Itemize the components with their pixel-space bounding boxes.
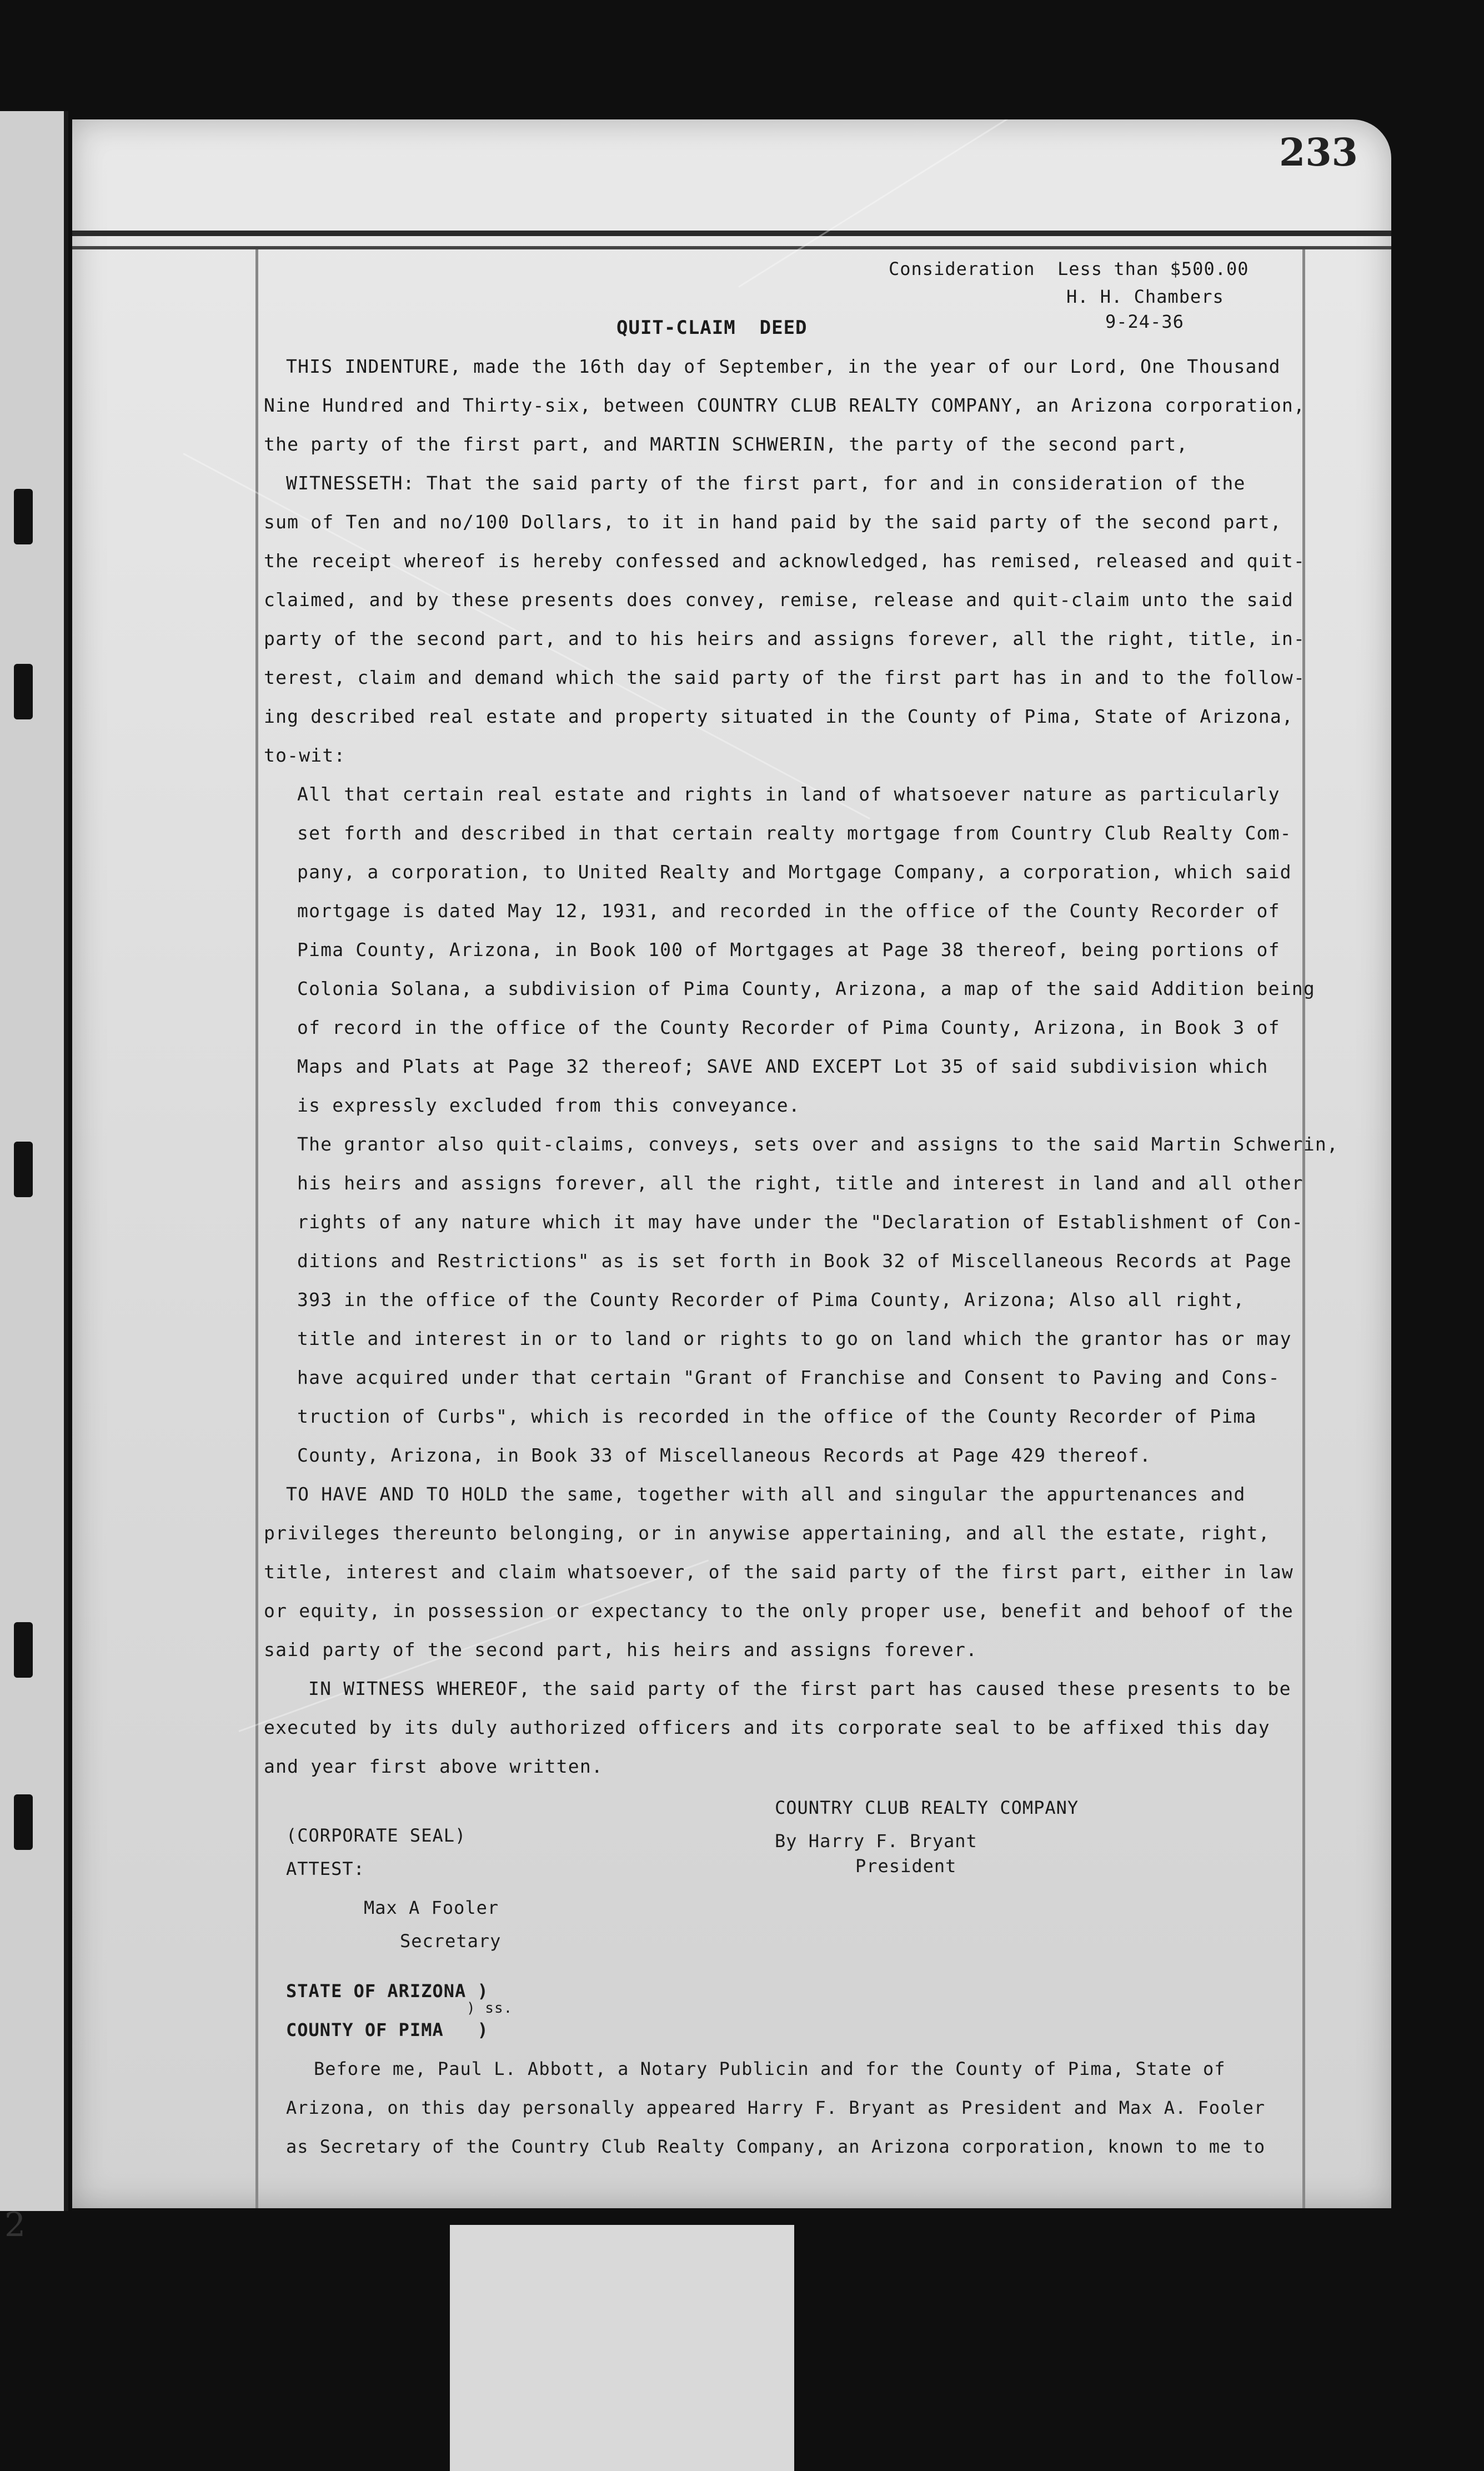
binding-hole xyxy=(14,1142,33,1197)
header-rule xyxy=(72,246,1391,249)
habendum-line: executed by its duly authorized officers and its corporate seal to be affixed this day xyxy=(264,1717,1270,1738)
venue-state: STATE OF ARIZONA ) xyxy=(286,1980,489,2002)
grantor-line: his heirs and assigns forever, all the right, title and interest in land and all other xyxy=(297,1172,1303,1194)
body-line: claimed, and by these presents does convey, remise, release and quit-claim unto the said xyxy=(264,589,1294,611)
description-line: set forth and described in that certain realty mortgage from Country Club Realty Com- xyxy=(297,822,1292,844)
grantor-line: 393 in the office of the County Recorder of Pima County, Arizona; Also all right, xyxy=(297,1289,1245,1310)
notary-line: Before me, Paul L. Abbott, a Notary Publicin and for the County of Pima, State of xyxy=(314,2058,1226,2079)
consideration-line: Consideration Less than $500.00 xyxy=(889,258,1249,279)
description-line: mortgage is dated May 12, 1931, and recorded in the office of the County Recorder of xyxy=(297,900,1280,922)
body-line: ing described real estate and property situated in the County of Pima, State of Arizona, xyxy=(264,706,1294,727)
margin-rule-left xyxy=(255,249,258,2208)
margin-note: 2 xyxy=(4,2205,26,2244)
description-line: Maps and Plats at Page 32 thereof; SAVE AND EXCEPT Lot 35 of said subdivision which xyxy=(297,1056,1269,1077)
binding-hole xyxy=(14,664,33,719)
attest-label: ATTEST: xyxy=(286,1858,365,1879)
body-line: terest, claim and demand which the said party of the first part has in and to the follow- xyxy=(264,667,1306,688)
habendum-line: TO HAVE AND TO HOLD the same, together with all and singular the appurtenances and xyxy=(286,1483,1246,1505)
grantor-line: ditions and Restrictions" as is set forth in Book 32 of Miscellaneous Records at Page xyxy=(297,1250,1292,1272)
page-tab xyxy=(450,2225,794,2471)
description-line: of record in the office of the County Recorder of Pima County, Arizona, in Book 3 of xyxy=(297,1017,1280,1038)
signature-company: COUNTRY CLUB REALTY COMPANY xyxy=(775,1797,1079,1818)
body-line: the receipt whereof is hereby confessed and acknowledged, has remised, released and quit- xyxy=(264,550,1306,572)
description-line: is expressly excluded from this conveyance. xyxy=(297,1094,800,1116)
page-number: 233 xyxy=(1279,131,1358,175)
binding-hole xyxy=(14,1794,33,1850)
binding-hole xyxy=(14,489,33,544)
deed-page xyxy=(72,119,1391,2208)
grantor-line: truction of Curbs", which is recorded in the office of the County Recorder of Pima xyxy=(297,1405,1257,1427)
venue-ss: ) ss. xyxy=(467,2000,513,2017)
consideration-line: 9-24-36 xyxy=(1105,311,1184,332)
grantor-line: The grantor also quit-claims, conveys, sets over and assigns to the said Martin Schwerin, xyxy=(297,1133,1339,1155)
attester-title: Secretary xyxy=(400,1930,502,1952)
body-line: THIS INDENTURE, made the 16th day of September, in the year of our Lord, One Thousand xyxy=(286,356,1281,377)
habendum-line: IN WITNESS WHEREOF, the said party of the first part has caused these presents to be xyxy=(308,1678,1291,1699)
venue-county: COUNTY OF PIMA ) xyxy=(286,2019,489,2040)
binding-hole xyxy=(14,1622,33,1678)
corporate-seal-label: (CORPORATE SEAL) xyxy=(286,1825,467,1846)
body-line: to-wit: xyxy=(264,744,346,766)
habendum-line: or equity, in possession or expectancy to the only proper use, benefit and behoof of the xyxy=(264,1600,1294,1622)
habendum-line: said party of the second part, his heirs and assigns forever. xyxy=(264,1639,978,1660)
attester-name: Max A Fooler xyxy=(364,1897,499,1918)
notary-line: as Secretary of the Country Club Realty Company, an Arizona corporation, known to me to xyxy=(286,2136,1266,2157)
body-line: Nine Hundred and Thirty-six, between COUNTRY CLUB REALTY COMPANY, an Arizona corporation, xyxy=(264,394,1306,416)
body-line: WITNESSETH: That the said party of the first part, for and in consideration of the xyxy=(286,472,1246,494)
body-line: party of the second part, and to his heirs and assigns forever, all the right, title, in- xyxy=(264,628,1306,649)
signature-by: By Harry F. Bryant xyxy=(775,1830,977,1852)
description-line: Pima County, Arizona, in Book 100 of Mortgages at Page 38 thereof, being portions of xyxy=(297,939,1280,961)
habendum-line: title, interest and claim whatsoever, of the said party of the first part, either in law xyxy=(264,1561,1294,1583)
notary-line: Arizona, on this day personally appeared Harry F. Bryant as President and Max A. Fooler xyxy=(286,2097,1266,2118)
consideration-line: H. H. Chambers xyxy=(1066,286,1224,307)
description-line: All that certain real estate and rights in land of whatsoever nature as particularly xyxy=(297,783,1280,805)
description-line: Colonia Solana, a subdivision of Pima County, Arizona, a map of the said Addition being xyxy=(297,978,1315,999)
header-rule xyxy=(72,231,1391,236)
previous-page-edge xyxy=(0,111,68,2244)
document-title: QUIT-CLAIM DEED xyxy=(616,317,808,339)
grantor-line: title and interest in or to land or rights to go on land which the grantor has or may xyxy=(297,1328,1292,1349)
body-line: sum of Ten and no/100 Dollars, to it in hand paid by the said party of the second part, xyxy=(264,511,1282,533)
description-line: pany, a corporation, to United Realty and Mortgage Company, a corporation, which said xyxy=(297,861,1292,883)
habendum-line: privileges thereunto belonging, or in anywise appertaining, and all the estate, right, xyxy=(264,1522,1270,1544)
signature-title: President xyxy=(855,1855,957,1877)
habendum-line: and year first above written. xyxy=(264,1755,603,1777)
grantor-line: rights of any nature which it may have under the "Declaration of Establishment of Con- xyxy=(297,1211,1303,1233)
grantor-line: County, Arizona, in Book 33 of Miscellaneous Records at Page 429 thereof. xyxy=(297,1444,1151,1466)
deed-body xyxy=(264,347,1352,1786)
body-line: the party of the first part, and MARTIN SCHWERIN, the party of the second part, xyxy=(264,433,1189,455)
grantor-line: have acquired under that certain "Grant of Franchise and Consent to Paving and Cons- xyxy=(297,1367,1280,1388)
